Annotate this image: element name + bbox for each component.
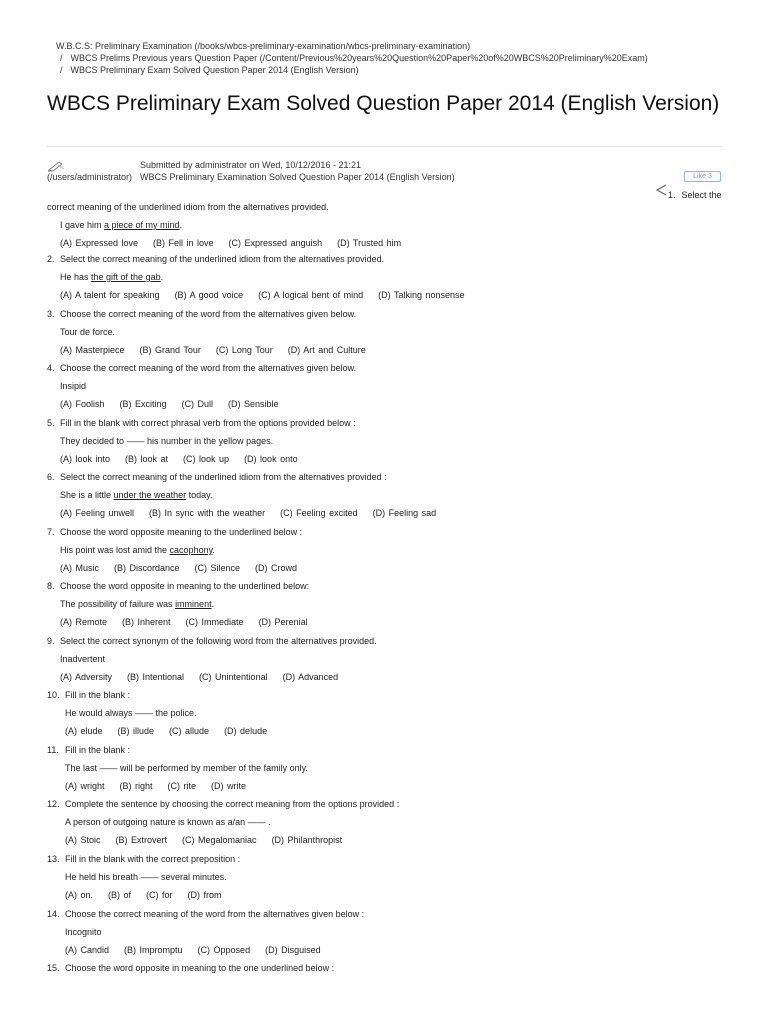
option: (D) Perenial bbox=[258, 617, 308, 628]
option: (D) Philanthropist bbox=[271, 835, 343, 846]
option-list bbox=[60, 454, 313, 464]
option: (B) Fell in love bbox=[153, 238, 214, 248]
question-sentence: He held his breath —— several minutes. bbox=[65, 872, 227, 883]
question-heading bbox=[47, 690, 130, 700]
question-1-heading bbox=[668, 190, 722, 200]
option-list bbox=[60, 617, 323, 627]
question-heading bbox=[47, 963, 334, 973]
breadcrumb-row-3 bbox=[56, 64, 648, 76]
option: (B) Intentional bbox=[127, 671, 185, 682]
question-text: Fill in the blank : bbox=[65, 744, 131, 755]
option-list bbox=[65, 890, 237, 900]
question-sentence: He has the gift of the gab. bbox=[60, 272, 164, 282]
question-12 bbox=[47, 800, 737, 855]
book-navigation-link[interactable]: WBCS Preliminary Examination Solved Question Paper 2014 (English Version) bbox=[140, 172, 455, 182]
question-text: Fill in the blank with the correct preposition : bbox=[65, 854, 241, 865]
question-heading bbox=[47, 799, 399, 809]
option: (A) Adversity bbox=[60, 671, 113, 682]
breadcrumb-current: WBCS Preliminary Exam Solved Question Paper 2014 (English Version) bbox=[70, 65, 359, 75]
question-number: 10. bbox=[47, 690, 60, 701]
submitted-by: Submitted by administrator on Wed, 10/12/2016 - 21:21 bbox=[140, 160, 361, 170]
breadcrumb-row-2 bbox=[56, 52, 648, 64]
question-number: 1. bbox=[668, 190, 676, 200]
option: (D) Sensible bbox=[228, 399, 279, 410]
question-number: 11. bbox=[47, 744, 59, 755]
underlined-phrase: under the weather bbox=[113, 490, 187, 501]
question-11 bbox=[47, 746, 737, 801]
breadcrumb-link-book[interactable]: W.B.C.S: Preliminary Examination (/books/wbcs-preliminary-examination/wbcs-preliminary-examination) bbox=[56, 41, 471, 51]
question-number: 3. bbox=[47, 308, 55, 319]
option: (C) Dull bbox=[181, 399, 214, 410]
question-14 bbox=[47, 910, 737, 965]
question-number: 2. bbox=[47, 254, 55, 264]
question-number: 6. bbox=[47, 472, 55, 483]
option: (B) right bbox=[119, 780, 153, 791]
question-number: 8. bbox=[47, 581, 55, 592]
option-list bbox=[60, 345, 381, 355]
question-sentence: His point was lost amid the cacophony. bbox=[60, 544, 215, 555]
option: (B) illude bbox=[117, 726, 155, 737]
option: (C) Unintentional bbox=[199, 671, 268, 682]
option: (C) Feeling excited bbox=[280, 508, 358, 519]
option: (D) Art and Culture bbox=[287, 344, 366, 355]
question-heading bbox=[47, 254, 384, 264]
option: (B) Extrovert bbox=[115, 835, 168, 846]
author-link[interactable]: (/users/administrator) bbox=[47, 172, 133, 182]
option: (A) elude bbox=[65, 726, 103, 737]
option: (C) Silence bbox=[194, 562, 241, 573]
question-15 bbox=[47, 964, 737, 1019]
option: (D) Advanced bbox=[282, 671, 339, 682]
breadcrumb-separator: / bbox=[60, 53, 63, 63]
question-sentence: She is a little under the weather today. bbox=[60, 490, 213, 501]
option: (C) Long Tour bbox=[215, 344, 273, 355]
option-list bbox=[65, 781, 261, 791]
question-7 bbox=[47, 528, 737, 583]
question-text: Choose the correct meaning of the word from the alternatives given below : bbox=[65, 908, 365, 919]
option: (C) Expressed anguish bbox=[228, 238, 323, 248]
option: (D) from bbox=[187, 890, 222, 901]
option: (D) delude bbox=[224, 726, 268, 737]
question-text: Choose the correct meaning of the word from the alternatives given below. bbox=[60, 308, 357, 319]
option: (A) Feeling unwell bbox=[60, 508, 135, 519]
option-list bbox=[65, 726, 282, 736]
question-number: 14. bbox=[47, 908, 60, 919]
question-text: Select the correct meaning of the underlined idiom from the alternatives provided : bbox=[60, 472, 387, 483]
question-sentence: He would always —— the police. bbox=[65, 708, 197, 719]
question-text: Select the correct meaning of the underlined idiom from the alternatives provided. bbox=[60, 254, 385, 264]
share-icon[interactable] bbox=[655, 184, 667, 196]
question-heading bbox=[47, 363, 356, 373]
option: (C) for bbox=[146, 890, 173, 901]
question-number: 13. bbox=[47, 854, 60, 865]
option: (D) write bbox=[211, 780, 247, 791]
user-picture-icon[interactable] bbox=[47, 160, 67, 172]
option-list bbox=[65, 835, 357, 845]
option: (D) Talking nonsense bbox=[378, 290, 465, 300]
option-list bbox=[60, 672, 353, 682]
option: (B) look at bbox=[125, 453, 169, 464]
question-heading bbox=[47, 472, 387, 482]
page-title: WBCS Preliminary Exam Solved Question Paper 2014 (English Version) bbox=[47, 92, 720, 115]
question-heading bbox=[47, 854, 240, 864]
option: (B) Grand Tour bbox=[139, 344, 201, 355]
question-number: 5. bbox=[47, 417, 55, 428]
option: (A) Expressed love bbox=[60, 238, 139, 248]
option: (C) Megalomaniac bbox=[182, 835, 257, 846]
option: (C) rite bbox=[167, 780, 197, 791]
question-number: 12. bbox=[47, 799, 60, 810]
question-text: Fill in the blank : bbox=[65, 690, 131, 701]
question-heading bbox=[47, 581, 309, 591]
option: (A) Candid bbox=[65, 944, 110, 955]
option: (A) Remote bbox=[60, 617, 108, 628]
option: (A) wright bbox=[65, 780, 105, 791]
question-heading bbox=[47, 636, 377, 646]
question-sentence: Insipid bbox=[60, 381, 87, 392]
question-9 bbox=[47, 637, 737, 692]
option: (C) allude bbox=[169, 726, 210, 737]
option: (B) Inherent bbox=[122, 617, 171, 628]
option: (D) Crowd bbox=[255, 562, 298, 573]
question-number: 7. bbox=[47, 526, 55, 537]
question-10 bbox=[47, 691, 737, 746]
option: (B) Exciting bbox=[119, 399, 167, 410]
underlined-phrase: imminent bbox=[175, 599, 212, 610]
option: (A) on. bbox=[65, 890, 94, 901]
option: (D) Disguised bbox=[265, 944, 321, 955]
option: (C) A logical bent of mind bbox=[258, 290, 364, 300]
question-sentence: Incognito bbox=[65, 926, 102, 937]
underlined-phrase: the gift of the gab bbox=[91, 272, 161, 282]
question-heading bbox=[47, 745, 130, 755]
option: (D) Feeling sad bbox=[372, 508, 437, 519]
option-list bbox=[65, 945, 336, 955]
option: (B) of bbox=[108, 890, 132, 901]
breadcrumb-row-1 bbox=[56, 40, 648, 52]
question-number: 4. bbox=[47, 363, 55, 374]
option-list bbox=[60, 238, 416, 248]
question-number: 9. bbox=[47, 635, 55, 646]
option: (A) A talent for speaking bbox=[60, 290, 160, 300]
question-3 bbox=[47, 310, 737, 365]
question-2 bbox=[47, 255, 737, 310]
question-sentence: They decided to —— his number in the yellow pages. bbox=[60, 435, 274, 446]
option: (C) Opposed bbox=[197, 944, 251, 955]
option: (D) look onto bbox=[244, 453, 298, 464]
question-heading bbox=[47, 309, 356, 319]
question-5 bbox=[47, 419, 737, 474]
question-list bbox=[47, 219, 737, 1019]
option: (B) A good voice bbox=[174, 290, 244, 300]
question-sentence: The last —— will be performed by member of the family only. bbox=[65, 762, 308, 773]
option: (B) In sync with the weather bbox=[149, 508, 266, 519]
option: (A) look into bbox=[60, 453, 111, 464]
option: (B) Impromptu bbox=[124, 944, 183, 955]
question-6 bbox=[47, 473, 737, 528]
question-text: Choose the word opposite in meaning to the underlined below: bbox=[60, 581, 310, 592]
option: (A) Music bbox=[60, 562, 99, 573]
question-text: Fill in the blank with correct phrasal verb from the options provided below : bbox=[60, 417, 356, 428]
option: (B) Discordance bbox=[114, 562, 180, 573]
option: (A) Stoic bbox=[65, 835, 101, 846]
option: (D) Trusted him bbox=[337, 238, 402, 248]
option: (A) Foolish bbox=[60, 399, 105, 410]
option: (C) look up bbox=[183, 453, 230, 464]
question-text: Choose the word opposite meaning to the underlined below : bbox=[60, 526, 303, 537]
question-sentence: A person of outgoing nature is known as a/an —— . bbox=[65, 817, 271, 828]
option: (C) Immediate bbox=[185, 617, 244, 628]
option-list bbox=[60, 399, 294, 409]
question-text: Choose the correct meaning of the word from the alternatives given below. bbox=[60, 363, 357, 374]
question-text: Choose the word opposite in meaning to the one underlined below : bbox=[65, 963, 335, 974]
breadcrumb-link-previous-papers[interactable]: WBCS Prelims Previous years Question Paper (/Content/Previous%20years%20Question%20Paper%20of%20WBCS%20Preliminary%20Exam) bbox=[70, 53, 648, 63]
option-list bbox=[60, 508, 451, 518]
question-heading bbox=[47, 909, 364, 919]
option-list bbox=[60, 563, 312, 573]
breadcrumb bbox=[56, 40, 648, 76]
question-4 bbox=[47, 364, 737, 419]
question-text: Complete the sentence by choosing the correct meaning from the options provided : bbox=[65, 799, 400, 810]
question-sentence: Tour de force. bbox=[60, 326, 116, 337]
like-button[interactable]: Like 3 bbox=[684, 171, 721, 182]
question-1-text-continued: correct meaning of the underlined idiom from the alternatives provided. bbox=[47, 202, 329, 212]
option: (A) Masterpiece bbox=[60, 344, 125, 355]
question-13 bbox=[47, 855, 737, 910]
question-text: Select the correct synonym of the following word from the alternatives provided. bbox=[60, 635, 377, 646]
underlined-phrase: a piece of my mind bbox=[104, 220, 180, 230]
underlined-phrase: cacophony bbox=[169, 544, 213, 555]
question-heading bbox=[47, 527, 302, 537]
question-sentence: The possibility of failure was imminent. bbox=[60, 599, 215, 610]
title-divider bbox=[47, 146, 723, 147]
question-sentence: I gave him a piece of my mind. bbox=[60, 220, 183, 230]
question-sentence: Inadvertent bbox=[60, 653, 106, 664]
question-text: Select the bbox=[681, 190, 722, 200]
question-8 bbox=[47, 582, 737, 637]
question-number: 15. bbox=[47, 963, 60, 974]
option-list bbox=[60, 290, 480, 300]
question-heading bbox=[47, 418, 356, 428]
breadcrumb-separator: / bbox=[60, 65, 63, 75]
question-1 bbox=[47, 219, 737, 255]
